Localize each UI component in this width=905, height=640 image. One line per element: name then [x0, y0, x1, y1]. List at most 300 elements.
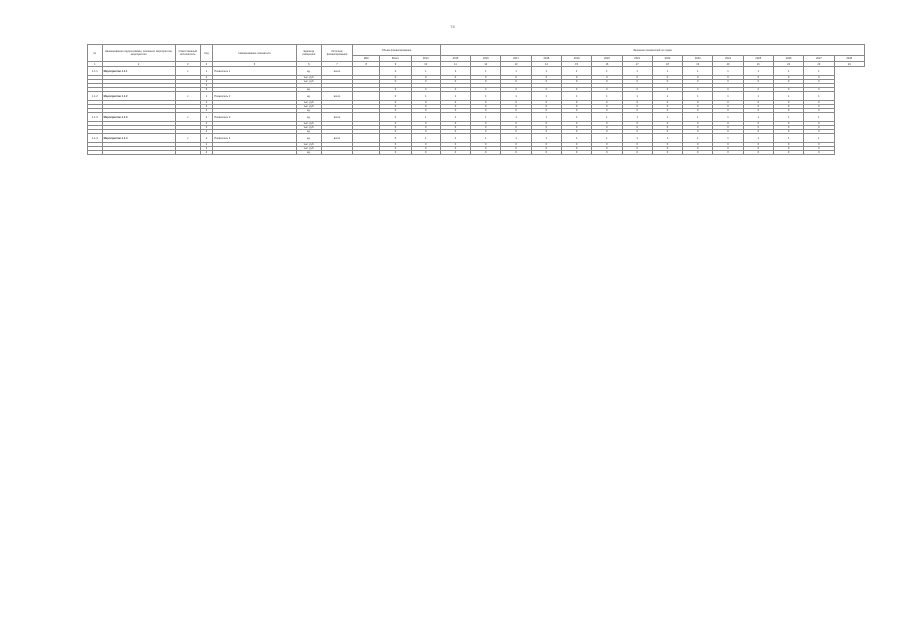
cell-year-value: 1 [411, 113, 440, 122]
cell-year-value: 0 [743, 126, 773, 130]
cell-year-value: 1 [531, 67, 561, 76]
header-code: Код [200, 45, 213, 62]
cell-ind [213, 151, 297, 155]
cell-year-value: 0 [471, 109, 501, 113]
cell-year-value: 0 [652, 105, 682, 109]
cell-year-value: 0 [652, 151, 682, 155]
cell-year-value: 0 [773, 147, 803, 151]
cell-total: 0 [380, 113, 411, 122]
cell-year-value: 0 [713, 130, 743, 134]
cell-year-value: 0 [411, 130, 440, 134]
cell-src: всего [321, 92, 352, 101]
cell-year-value: 0 [501, 101, 531, 105]
cell-total: 0 [380, 151, 411, 155]
cell-year-value: 0 [622, 88, 652, 92]
cell-src [321, 151, 352, 155]
cell-year-value: 0 [743, 143, 773, 147]
header-year: 2022 [652, 56, 682, 62]
header-indicator: Наименование показателя [213, 45, 297, 62]
header-year: 2017 [501, 56, 531, 62]
cell-year-value: 0 [561, 76, 591, 80]
cell-year-value: 0 [743, 76, 773, 80]
header-year: 2024 [713, 56, 743, 62]
table-row [88, 151, 865, 155]
cell-year-value: 0 [804, 126, 834, 130]
cell-year-value: 0 [743, 122, 773, 126]
cell-unit: ед. [296, 134, 321, 143]
cell-year-value: 0 [561, 109, 591, 113]
cell-year-value: 1 [683, 67, 713, 76]
cell-year-value: 0 [561, 122, 591, 126]
cell-year-value: 0 [471, 76, 501, 80]
cell-year-value: 0 [411, 80, 440, 84]
cell-year-value: 1 [471, 67, 501, 76]
cell-year-value: 0 [804, 80, 834, 84]
program-table-sheet [87, 44, 865, 618]
cell-label: Мероприятие 1.1.1 [102, 67, 175, 76]
cell-year-value: 0 [561, 80, 591, 84]
cell-year-value: 0 [804, 101, 834, 105]
cell-year-value: 0 [501, 122, 531, 126]
cell-year-value: 1 [804, 92, 834, 101]
cell-label [102, 151, 175, 155]
cell-unit: ед. [296, 109, 321, 113]
cell-year-value: 0 [501, 80, 531, 84]
table-row [88, 113, 865, 122]
table-row [88, 134, 865, 143]
cell-year-value: 0 [471, 147, 501, 151]
cell-year-value: 1 [531, 92, 561, 101]
cell-year-value: 0 [652, 101, 682, 105]
cell-code: 1 [200, 92, 213, 101]
cell-unit: тыс. руб. [296, 105, 321, 109]
header-year: 2027 [804, 56, 834, 62]
cell-year-value: 0 [622, 143, 652, 147]
table-row [88, 92, 865, 101]
column-number-cell: 15 [561, 62, 591, 67]
cell-code: 1 [200, 113, 213, 122]
cell-year-value: 0 [592, 147, 622, 151]
cell-year-value: 0 [440, 76, 470, 80]
cell-year-value: 1 [652, 67, 682, 76]
cell-year-value: 0 [713, 88, 743, 92]
cell-year-value: 0 [592, 88, 622, 92]
cell-year-value: 0 [561, 126, 591, 130]
cell-year-value: 0 [743, 80, 773, 84]
column-number-cell: 23 [804, 62, 834, 67]
cell-unit: ед. [296, 151, 321, 155]
cell-ex [175, 151, 200, 155]
cell-kbk [353, 113, 380, 122]
cell-total: 0 [380, 67, 411, 76]
cell-ex: х [175, 92, 200, 101]
cell-year-value: 1 [440, 113, 470, 122]
cell-year-value: 0 [531, 143, 561, 147]
cell-total: 0 [380, 126, 411, 130]
cell-unit: ед. [296, 67, 321, 76]
cell-year-value: 1 [652, 113, 682, 122]
cell-year-value: 0 [411, 105, 440, 109]
cell-code: 3 [200, 126, 213, 130]
cell-total: 0 [380, 122, 411, 126]
cell-year-value: 0 [804, 105, 834, 109]
cell-year-value: 0 [804, 130, 834, 134]
cell-year-value: 0 [411, 147, 440, 151]
cell-year-value: 1 [592, 113, 622, 122]
program-table [87, 44, 865, 155]
header-budget-group: Объем финансирования [353, 45, 441, 56]
cell-year-value: 1 [652, 134, 682, 143]
column-number-cell: 10 [411, 62, 440, 67]
cell-year-value: 0 [713, 122, 743, 126]
column-number-cell: 16 [592, 62, 622, 67]
cell-code: 2 [200, 122, 213, 126]
cell-year-value: 0 [773, 130, 803, 134]
cell-year-value: 0 [592, 122, 622, 126]
cell-year-value: 1 [561, 67, 591, 76]
cell-year-value: 1 [743, 67, 773, 76]
cell-ex: х [175, 113, 200, 122]
cell-unit: тыс. руб. [296, 126, 321, 130]
column-number-cell: 17 [622, 62, 652, 67]
cell-year-value: 0 [683, 143, 713, 147]
column-number-cell: 7 [321, 62, 352, 67]
cell-year-value: 0 [683, 130, 713, 134]
cell-year-value: 0 [683, 109, 713, 113]
cell-code: 4 [200, 109, 213, 113]
cell-code: 2 [200, 143, 213, 147]
cell-year-value: 0 [592, 151, 622, 155]
cell-year-value: 0 [561, 101, 591, 105]
header-executor: Ответственный исполнитель [175, 45, 200, 62]
cell-year-value: 0 [411, 76, 440, 80]
cell-kbk [353, 67, 380, 76]
cell-src: всего [321, 113, 352, 122]
cell-year-value: 0 [652, 122, 682, 126]
cell-year-value: 0 [713, 143, 743, 147]
cell-year-value: 0 [471, 101, 501, 105]
cell-year-value: 0 [592, 101, 622, 105]
cell-year-value: 0 [652, 80, 682, 84]
cell-year-value: 1 [501, 113, 531, 122]
cell-year-value: 0 [501, 147, 531, 151]
cell-year-value: 0 [471, 122, 501, 126]
cell-year-value: 0 [501, 126, 531, 130]
cell-year-value: 0 [592, 105, 622, 109]
cell-ind: Показатель 3 [213, 113, 297, 122]
cell-year-value: 1 [471, 134, 501, 143]
cell-year-value: 0 [440, 126, 470, 130]
cell-year-value: 1 [773, 92, 803, 101]
cell-year-value: 1 [471, 113, 501, 122]
cell-year-value: 0 [531, 109, 561, 113]
cell-ind: Показатель 2 [213, 92, 297, 101]
cell-year-value: 0 [531, 76, 561, 80]
header-year: 2021 [622, 56, 652, 62]
cell-year-value: 1 [773, 113, 803, 122]
cell-year-value: 0 [622, 147, 652, 151]
cell-ind: Показатель 1 [213, 67, 297, 76]
cell-year-value: 0 [683, 147, 713, 151]
column-number-cell: 24 [834, 62, 864, 67]
cell-year-value: 0 [773, 101, 803, 105]
cell-year-value: 0 [501, 88, 531, 92]
header-source: Источник финансирования [321, 45, 352, 62]
cell-year-value: 1 [561, 92, 591, 101]
cell-year-value: 0 [531, 101, 561, 105]
column-number-cell: 18 [652, 62, 682, 67]
cell-unit: тыс. руб. [296, 80, 321, 84]
header-year: 2023 [683, 56, 713, 62]
header-kbk: КБК [353, 56, 380, 62]
cell-year-value: 0 [561, 130, 591, 134]
cell-year-value: 0 [531, 147, 561, 151]
cell-label: Мероприятие 1.1.4 [102, 134, 175, 143]
cell-total: 0 [380, 101, 411, 105]
cell-year-value: 1 [440, 134, 470, 143]
cell-year-value: 1 [804, 134, 834, 143]
cell-year-value: 0 [743, 88, 773, 92]
cell-year-value: 0 [713, 126, 743, 130]
cell-year-value: 0 [622, 109, 652, 113]
cell-year-value: 1 [501, 92, 531, 101]
cell-year-value: 0 [592, 126, 622, 130]
cell-year-value: 0 [622, 105, 652, 109]
cell-year-value: 0 [471, 130, 501, 134]
cell-year-value: 0 [804, 143, 834, 147]
column-number-cell: 21 [743, 62, 773, 67]
cell-year-value: 0 [440, 101, 470, 105]
header-total: Всего [380, 56, 411, 62]
cell-year-value: 0 [773, 109, 803, 113]
cell-year-value: 0 [622, 80, 652, 84]
cell-year-value: 0 [683, 151, 713, 155]
cell-ind: Показатель 4 [213, 134, 297, 143]
cell-year-value: 0 [743, 105, 773, 109]
cell-year-value: 1 [713, 134, 743, 143]
header-year: 2028 [834, 56, 864, 62]
cell-id: 1.1.4 [88, 134, 103, 143]
cell-year-value: 1 [471, 92, 501, 101]
cell-unit: тыс. руб. [296, 76, 321, 80]
cell-id: 1.1.3 [88, 113, 103, 122]
cell-unit: ед. [296, 92, 321, 101]
header-year: 2025 [743, 56, 773, 62]
cell-year-value: 1 [561, 113, 591, 122]
cell-year-value: 0 [561, 88, 591, 92]
column-number-cell: 13 [501, 62, 531, 67]
cell-year-value: 0 [592, 80, 622, 84]
column-number-cell: 14 [531, 62, 561, 67]
cell-year-value: 0 [471, 105, 501, 109]
cell-year-value: 0 [713, 105, 743, 109]
cell-label: Мероприятие 1.1.3 [102, 113, 175, 122]
cell-code: 4 [200, 130, 213, 134]
cell-year-value: 0 [411, 109, 440, 113]
cell-year-value: 0 [652, 88, 682, 92]
cell-year-value: 0 [773, 151, 803, 155]
cell-code: 1 [200, 67, 213, 76]
cell-year-value: 1 [561, 134, 591, 143]
cell-src: всего [321, 134, 352, 143]
cell-year-value: 0 [440, 122, 470, 126]
cell-year-value: 1 [622, 92, 652, 101]
cell-year-value: 0 [471, 151, 501, 155]
table-body [88, 62, 865, 155]
cell-year-value: 0 [804, 147, 834, 151]
cell-year-value: 0 [411, 101, 440, 105]
cell-year-value: 1 [743, 134, 773, 143]
cell-year-value: 0 [501, 143, 531, 147]
cell-year-value: 1 [683, 92, 713, 101]
header-year: 2020 [592, 56, 622, 62]
cell-year-value: 0 [713, 109, 743, 113]
header-year: 2019 [561, 56, 591, 62]
cell-year-value: 0 [440, 88, 470, 92]
cell-total: 0 [380, 143, 411, 147]
cell-total: 0 [380, 105, 411, 109]
cell-year-value: 0 [440, 147, 470, 151]
cell-total: 0 [380, 88, 411, 92]
cell-year-value: 0 [652, 143, 682, 147]
header-year: 2016 [471, 56, 501, 62]
cell-unit: тыс. руб. [296, 147, 321, 151]
cell-unit: тыс. руб. [296, 101, 321, 105]
cell-year-value: 0 [592, 76, 622, 80]
cell-year-value: 0 [501, 109, 531, 113]
cell-unit: ед. [296, 113, 321, 122]
cell-year-value: 1 [713, 92, 743, 101]
cell-year-value: 0 [804, 76, 834, 80]
header-no: № [88, 45, 103, 62]
header-row [88, 45, 865, 56]
cell-year-value: 0 [743, 151, 773, 155]
cell-year-value: 0 [804, 88, 834, 92]
cell-year-value: 0 [652, 126, 682, 130]
cell-ex: х [175, 134, 200, 143]
cell-code: 3 [200, 80, 213, 84]
cell-year-value: 1 [743, 113, 773, 122]
cell-year-value: 0 [683, 126, 713, 130]
cell-year-value: 0 [411, 126, 440, 130]
page-number: 74 [450, 24, 455, 29]
cell-year-value: 0 [652, 130, 682, 134]
cell-year-value: 0 [501, 130, 531, 134]
cell-year-value: 0 [683, 80, 713, 84]
column-number-cell: 12 [471, 62, 501, 67]
cell-year-value: 0 [471, 143, 501, 147]
cell-year-value: 0 [531, 130, 561, 134]
cell-year-value: 0 [652, 147, 682, 151]
cell-year-value: 0 [683, 122, 713, 126]
cell-year-value: 0 [713, 80, 743, 84]
cell-kbk [353, 134, 380, 143]
column-number-cell: 20 [713, 62, 743, 67]
column-number-cell: 22 [773, 62, 803, 67]
cell-year-value: 0 [561, 105, 591, 109]
cell-total: 0 [380, 134, 411, 143]
cell-year-value: 0 [411, 151, 440, 155]
cell-year-value: 0 [501, 151, 531, 155]
cell-code: 5 [200, 88, 213, 92]
cell-year-value: 0 [440, 151, 470, 155]
cell-year-value: 1 [411, 67, 440, 76]
cell-year-value: 1 [411, 134, 440, 143]
header-year: 2018 [531, 56, 561, 62]
cell-year-value: 1 [411, 92, 440, 101]
cell-year-value: 0 [531, 151, 561, 155]
header-years-group: Значения показателей по годам [440, 45, 864, 56]
cell-year-value: 0 [743, 109, 773, 113]
cell-unit: ед. [296, 130, 321, 134]
table-row [88, 67, 865, 76]
cell-year-value: 0 [683, 88, 713, 92]
cell-year-value: 0 [743, 101, 773, 105]
cell-code: 1 [200, 134, 213, 143]
cell-year-value: 0 [531, 105, 561, 109]
cell-year-value: 0 [713, 147, 743, 151]
cell-year-value: 0 [773, 126, 803, 130]
cell-year-value: 1 [592, 92, 622, 101]
cell-year-value: 1 [683, 113, 713, 122]
cell-year-value: 0 [713, 76, 743, 80]
cell-year-value: 0 [683, 101, 713, 105]
cell-year-value: 0 [592, 130, 622, 134]
cell-year-value: 1 [804, 67, 834, 76]
cell-year-value: 0 [561, 147, 591, 151]
cell-year-value: 1 [713, 67, 743, 76]
cell-year-value: 0 [652, 109, 682, 113]
cell-year-value: 0 [804, 122, 834, 126]
column-number-cell: 11 [440, 62, 470, 67]
column-number-cell: 1 [88, 62, 103, 67]
cell-year-value: 0 [622, 101, 652, 105]
cell-year-value: 1 [501, 67, 531, 76]
cell-year-value: 0 [683, 76, 713, 80]
cell-year-value: 0 [773, 122, 803, 126]
cell-year-value: 0 [622, 126, 652, 130]
cell-year-value: 0 [773, 76, 803, 80]
cell-id [88, 151, 103, 155]
cell-year-value: 0 [440, 109, 470, 113]
cell-year-value: 0 [440, 80, 470, 84]
cell-total: 0 [380, 80, 411, 84]
cell-kbk [353, 92, 380, 101]
cell-total: 0 [380, 92, 411, 101]
cell-year-value: 1 [592, 67, 622, 76]
cell-year-value: 1 [501, 134, 531, 143]
column-number-cell: 4 [200, 62, 213, 67]
cell-year-value: 0 [440, 130, 470, 134]
cell-year-value: 0 [501, 76, 531, 80]
cell-year-value: 1 [622, 134, 652, 143]
cell-year-value: 0 [531, 126, 561, 130]
cell-year-value: 0 [622, 76, 652, 80]
column-number-cell: 19 [683, 62, 713, 67]
cell-year-value: 0 [773, 143, 803, 147]
header-unit: Единица измерения [296, 45, 321, 62]
cell-total: 0 [380, 130, 411, 134]
cell-year-value: 1 [622, 113, 652, 122]
cell-year-value: 0 [592, 109, 622, 113]
cell-id: 1.1.1 [88, 67, 103, 76]
cell-total: 0 [380, 147, 411, 151]
cell-year-value: 0 [531, 88, 561, 92]
cell-year-value: 1 [683, 134, 713, 143]
cell-year-value: 0 [592, 143, 622, 147]
cell-year-value: 1 [773, 134, 803, 143]
cell-year-value: 0 [743, 147, 773, 151]
